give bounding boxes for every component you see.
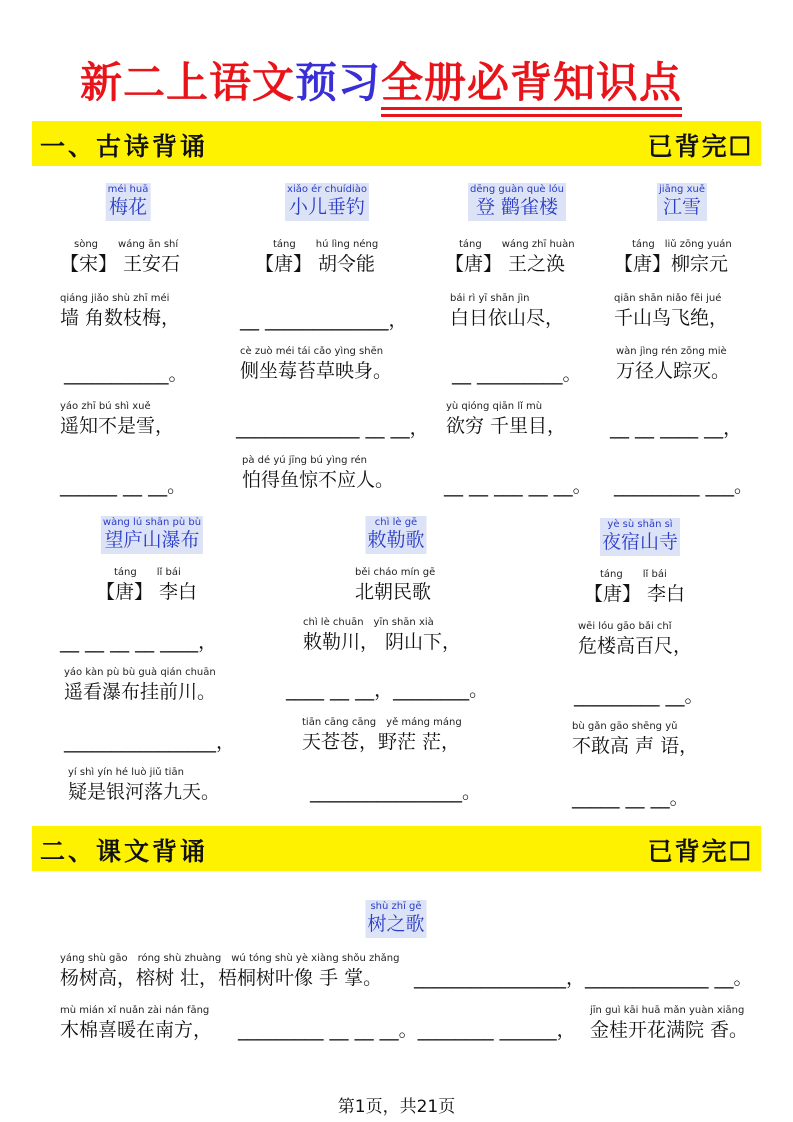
line-text: 侧坐莓苔草映身。 <box>240 360 393 382</box>
poem-line <box>64 666 216 704</box>
text-line <box>590 1004 748 1042</box>
fill-blank[interactable]: __ _________。 <box>452 363 582 385</box>
section-band-poems <box>32 121 761 166</box>
poem-title <box>365 516 426 554</box>
poem-author <box>355 566 435 604</box>
pinyin: wàn jìng rén zōng miè <box>616 346 727 357</box>
fill-blank[interactable]: ______ __ __。 <box>60 475 187 497</box>
poem-author <box>96 566 197 604</box>
fill-blank[interactable]: _________ ___。 <box>614 475 754 497</box>
section-band-texts <box>32 826 761 871</box>
poem-line <box>60 400 174 438</box>
text-line <box>60 952 399 990</box>
fill-blank[interactable]: __ __ ___ __ __。 <box>444 475 592 497</box>
pinyin: méi huā <box>107 184 149 195</box>
author-text: 【唐】柳宗元 <box>614 253 729 275</box>
pinyin: jiāng xuě <box>659 184 705 195</box>
title-text: 夜宿山寺 <box>601 531 679 553</box>
title-text: 江雪 <box>662 196 701 218</box>
poem-line <box>68 766 220 804</box>
poem-author <box>445 238 575 276</box>
poem-author <box>584 568 685 606</box>
pinyin: yí shì yín hé luò jiǔ tiān <box>68 767 184 778</box>
title-text: 登 鹳雀楼 <box>475 196 559 218</box>
section-heading: 二、课文背诵 <box>40 837 209 866</box>
author-text: 【宋】 王安石 <box>60 253 181 275</box>
poem-line <box>450 292 564 330</box>
pinyin: táng lǐ bái <box>114 567 181 578</box>
title-part-2: 预习 <box>295 58 382 107</box>
pinyin: yè sù shān sì <box>607 519 673 530</box>
pinyin: yáo zhī bú shì xuě <box>60 401 151 412</box>
poem-line <box>616 345 730 383</box>
poem-line <box>572 720 698 758</box>
fill-blank[interactable]: _____________ __ __， <box>236 417 429 439</box>
fill-blank[interactable]: _________ __ __ __。________ ______， <box>238 1019 576 1041</box>
line-text: 千山鸟飞绝， <box>614 307 729 329</box>
pinyin: tiān cāng cāng yě máng máng <box>302 717 462 728</box>
line-text: 万径人踪灭。 <box>616 360 731 382</box>
poem-title <box>657 183 707 221</box>
pinyin: qiān shān niǎo fēi jué <box>614 293 722 304</box>
poem-title <box>106 183 151 221</box>
fill-blank[interactable]: ____ __ __，________。 <box>286 679 489 701</box>
pinyin: chì lè gē <box>374 517 418 528</box>
pinyin: bù gǎn gāo shēng yǔ <box>572 721 678 732</box>
done-checkbox-label[interactable]: 已背完☐ <box>647 837 753 866</box>
poem-line <box>446 400 566 438</box>
line-text: 杨树高，榕树 壮，梧桐树叶像 手 掌。 <box>60 967 383 989</box>
poem-line <box>242 454 394 492</box>
line-text: 敕勒川， 阴山下， <box>303 631 462 653</box>
line-text: 疑是银河落九天。 <box>68 781 221 803</box>
poem-title <box>468 183 566 221</box>
line-text: 遥看瀑布挂前川。 <box>64 681 217 703</box>
fill-blank[interactable]: _________ __。 <box>574 685 704 707</box>
title-text: 望庐山瀑布 <box>104 529 200 551</box>
pinyin: táng hú lìng néng <box>273 239 379 250</box>
title-part-1: 新二上语文 <box>80 58 296 107</box>
pinyin: xiǎo ér chuídiào <box>287 184 367 195</box>
fill-blank[interactable]: __ _____________， <box>240 309 408 331</box>
pinyin: jīn guì kāi huā mǎn yuàn xiāng <box>590 1005 745 1016</box>
title-text: 小儿垂钓 <box>288 196 366 218</box>
pinyin: shù zhī gē <box>370 901 422 912</box>
section-heading: 一、古诗背诵 <box>40 132 209 161</box>
page-title <box>80 50 682 110</box>
title-part-3: 全册必背知识点 <box>381 58 682 110</box>
pinyin: yù qióng qiān lǐ mù <box>446 401 543 412</box>
line-text: 墙 角数枝梅， <box>60 307 181 329</box>
fill-blank[interactable]: _____ __ __。 <box>572 787 689 809</box>
line-text: 欲穷 千里目， <box>446 415 567 437</box>
poem-line <box>302 716 462 754</box>
pinyin: táng lǐ bái <box>600 569 667 580</box>
fill-blank[interactable]: ________________。 <box>310 781 482 803</box>
poem-author <box>60 238 180 276</box>
author-text: 【唐】 王之涣 <box>445 253 566 275</box>
title-text: 梅花 <box>108 196 147 218</box>
line-text: 危楼高百尺， <box>578 635 693 657</box>
pinyin: sòng wáng ān shí <box>74 239 179 250</box>
pinyin: qiáng jiǎo shù zhī méi <box>60 293 170 304</box>
title-text: 敕勒歌 <box>367 529 425 551</box>
poem-line <box>60 292 180 330</box>
pinyin: táng wáng zhī huàn <box>459 239 575 250</box>
fill-blank[interactable]: ________________， <box>64 731 236 753</box>
poem-line <box>614 292 728 330</box>
fill-blank[interactable]: __ __ ____ __， <box>610 417 743 439</box>
pinyin: bái rì yī shān jìn <box>450 293 530 304</box>
pinyin: běi cháo mín gē <box>355 567 436 578</box>
author-text: 【唐】 李白 <box>96 581 198 603</box>
line-text: 天苍苍，野茫 茫， <box>302 731 461 753</box>
author-text: 【唐】 胡令能 <box>255 253 376 275</box>
poem-line <box>578 620 692 658</box>
pinyin: yáo kàn pù bù guà qián chuān <box>64 667 216 678</box>
text-title <box>365 900 426 938</box>
pinyin: chì lè chuān yīn shān xià <box>303 617 434 628</box>
poem-title <box>101 516 203 554</box>
poem-line <box>303 616 461 654</box>
pinyin: dēng guàn què lóu <box>470 184 564 195</box>
fill-blank[interactable]: ________________，_____________ __。 <box>414 967 753 989</box>
done-checkbox-label[interactable]: 已背完☐ <box>647 132 753 161</box>
title-text: 树之歌 <box>367 913 425 935</box>
poem-title <box>600 518 680 556</box>
line-text: 遥知不是雪， <box>60 415 175 437</box>
poem-title <box>285 183 369 221</box>
page-number: 第1页，共21页 <box>337 1097 456 1117</box>
fill-blank[interactable]: ___________。 <box>64 363 188 385</box>
poem-author <box>614 238 732 276</box>
line-text: 怕得鱼惊不应人。 <box>242 469 395 491</box>
poem-author <box>255 238 378 276</box>
fill-blank[interactable]: __ __ __ __ ____， <box>60 631 218 653</box>
line-text: 木棉喜暖在南方， <box>60 1019 213 1041</box>
poem-line <box>240 345 392 383</box>
line-text: 白日依山尽， <box>450 307 565 329</box>
line-text: 不敢高 声 语， <box>572 735 699 757</box>
pinyin: wàng lú shān pù bù <box>102 517 202 528</box>
pinyin: pà dé yú jīng bú yìng rén <box>242 455 367 466</box>
pinyin: cè zuò méi tái cǎo yìng shēn <box>240 346 384 357</box>
text-line <box>60 1004 212 1042</box>
pinyin: yáng shù gāo róng shù zhuàng wú tóng shù yè xiàng shǒu zhǎng <box>60 953 400 964</box>
author-text: 北朝民歌 <box>355 581 432 603</box>
pinyin: mù mián xǐ nuǎn zài nán fāng <box>60 1005 210 1016</box>
line-text: 金桂开花满院 香。 <box>590 1019 749 1041</box>
pinyin: táng liǔ zōng yuán <box>632 239 732 250</box>
author-text: 【唐】 李白 <box>584 583 686 605</box>
pinyin: wēi lóu gāo bǎi chǐ <box>578 621 672 632</box>
